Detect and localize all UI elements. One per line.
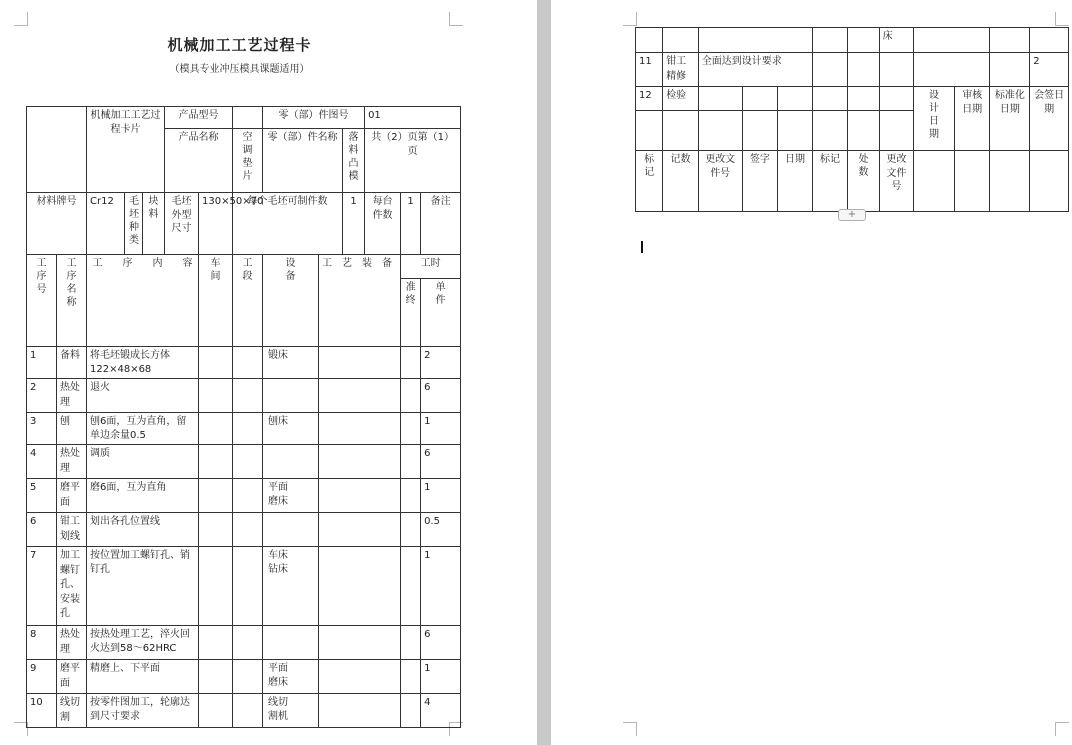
op-section[interactable] — [233, 660, 263, 694]
op-no: 5 — [27, 479, 57, 513]
op-unit-time[interactable]: 4 — [421, 694, 461, 728]
process-card-table — [26, 106, 461, 728]
revision-change-doc-label: 更改文件号 — [698, 151, 742, 212]
op-content[interactable]: 划出各孔位置线 — [87, 513, 199, 547]
table-row — [27, 479, 461, 513]
blank-type-label: 毛坯种类 — [125, 193, 143, 255]
op-name: 热处理 — [57, 626, 87, 660]
op-content[interactable]: 退火 — [87, 379, 199, 413]
op-content[interactable]: 调质 — [87, 445, 199, 479]
op-section[interactable] — [233, 479, 263, 513]
op-name: 钳工精修 — [663, 53, 699, 87]
revision-date-label: 日期 — [778, 151, 813, 212]
header-row-1 — [27, 107, 461, 129]
op-tooling[interactable] — [319, 445, 401, 479]
col-equipment: 设备 — [263, 255, 319, 347]
op-no: 2 — [27, 379, 57, 413]
op-prep-final[interactable] — [401, 513, 421, 547]
op-tooling[interactable] — [319, 379, 401, 413]
op-equipment — [263, 379, 319, 413]
op-content[interactable]: 将毛坯锻成长方体122×48×68 — [87, 347, 199, 379]
op-no: 11 — [636, 53, 663, 87]
col-workshop: 车间 — [199, 255, 233, 347]
op-tooling[interactable] — [319, 479, 401, 513]
op-tooling[interactable] — [914, 28, 990, 53]
blank-cell[interactable] — [848, 111, 879, 151]
op-tooling[interactable] — [914, 53, 990, 87]
card-name: 机械加工工艺过程卡片 — [90, 110, 161, 135]
op-equipment[interactable] — [879, 53, 914, 87]
op-prep-final[interactable] — [401, 660, 421, 694]
op-section[interactable] — [233, 413, 263, 445]
table-row — [27, 660, 461, 694]
design-date-label: 设计日期 — [914, 87, 955, 151]
op-content[interactable] — [698, 87, 742, 111]
op-equipment: 床 — [879, 28, 914, 53]
blank-cell[interactable] — [812, 111, 848, 151]
op-no: 4 — [27, 445, 57, 479]
op-no: 12 — [636, 87, 663, 111]
card-name-cell — [87, 107, 165, 193]
op-unit-time[interactable]: 1 — [421, 660, 461, 694]
table-row — [27, 694, 461, 728]
op-tooling[interactable] — [319, 660, 401, 694]
revision-row — [636, 151, 1069, 212]
document-subtitle: （模具专业冲压模具课题适用） — [169, 64, 310, 75]
blank-cell[interactable] — [1030, 151, 1069, 212]
op-unit-time[interactable]: 1 — [421, 479, 461, 513]
op-workshop[interactable] — [199, 660, 233, 694]
op-name: 钳工划线 — [57, 513, 87, 547]
revision-count2-label: 处数 — [848, 151, 879, 212]
op-unit-time[interactable] — [1030, 28, 1069, 53]
op-tooling[interactable] — [319, 413, 401, 445]
op-equipment — [263, 626, 319, 660]
blank-cell[interactable] — [778, 111, 813, 151]
op-name: 磨平面 — [57, 660, 87, 694]
blank-type-value[interactable]: 块料 — [143, 193, 165, 255]
revision-signature-label: 签字 — [742, 151, 778, 212]
table-row — [27, 547, 461, 626]
col-op-name: 工序名称 — [57, 255, 87, 347]
op-name: 线切割 — [57, 694, 87, 728]
op-tooling[interactable] — [319, 547, 401, 626]
op-name: 磨平面 — [57, 479, 87, 513]
blank-cell[interactable] — [879, 111, 914, 151]
op-unit-time[interactable]: 2 — [421, 347, 461, 379]
op-no: 7 — [27, 547, 57, 626]
op-section[interactable] — [233, 626, 263, 660]
table-row — [636, 53, 1069, 87]
op-prep-final[interactable] — [401, 445, 421, 479]
part-name-label: 零（部）件名称 — [263, 129, 343, 193]
blank-cell[interactable] — [914, 151, 955, 212]
op-content[interactable]: 精磨上、下平面 — [87, 660, 199, 694]
crop-mark — [14, 12, 28, 26]
op-equipment — [263, 513, 319, 547]
revision-count-label: 记数 — [663, 151, 699, 212]
op-name: 备料 — [57, 347, 87, 379]
op-content[interactable]: 按热处理工艺，淬火回火达到58～62HRC — [87, 626, 199, 660]
op-workshop[interactable] — [199, 347, 233, 379]
op-section[interactable] — [233, 547, 263, 626]
op-workshop[interactable] — [199, 513, 233, 547]
table-row — [27, 347, 461, 379]
blank-cell[interactable] — [663, 111, 699, 151]
standard-date-label: 标准化日期 — [990, 87, 1030, 151]
table-row — [636, 28, 1069, 53]
op-tooling[interactable] — [319, 347, 401, 379]
op-no: 8 — [27, 626, 57, 660]
op-name: 加工螺钉孔、安装孔 — [57, 547, 87, 626]
op-unit-time[interactable]: 2 — [1030, 53, 1069, 87]
op-tooling[interactable] — [319, 513, 401, 547]
op-section[interactable] — [848, 28, 879, 53]
col-section: 工段 — [233, 255, 263, 347]
op-workshop[interactable] — [199, 479, 233, 513]
op-workshop[interactable] — [199, 547, 233, 626]
text-cursor — [641, 241, 643, 253]
column-header-row-1 — [27, 255, 461, 279]
op-equipment: 平面磨床 — [263, 479, 319, 513]
document-title: 机械加工工艺过程卡 — [167, 36, 312, 54]
op-unit-time[interactable]: 1 — [421, 547, 461, 626]
pieces-per-blank-label: 每个毛坯可制件数 — [233, 193, 343, 255]
op-name: 热处理 — [57, 445, 87, 479]
op-workshop[interactable] — [812, 53, 848, 87]
product-model-value[interactable] — [233, 107, 263, 129]
op-workshop[interactable] — [742, 87, 778, 111]
op-content[interactable] — [698, 28, 812, 53]
op-prep-final[interactable] — [990, 28, 1030, 53]
crop-mark — [623, 722, 637, 736]
part-name-value[interactable]: 落料凸模 — [343, 129, 365, 193]
op-section[interactable] — [233, 513, 263, 547]
col-prep-final: 准终 — [401, 279, 421, 347]
countersign-date-label: 会签日期 — [1030, 87, 1069, 151]
op-prep-final[interactable] — [401, 413, 421, 445]
op-section[interactable] — [233, 379, 263, 413]
part-drawing-no-label: 零（部）件图号 — [263, 107, 365, 129]
op-equipment: 锻床 — [263, 347, 319, 379]
op-prep-final[interactable] — [401, 547, 421, 626]
op-section[interactable] — [233, 445, 263, 479]
op-unit-time[interactable]: 0.5 — [421, 513, 461, 547]
op-equipment — [263, 445, 319, 479]
pieces-per-unit-value[interactable]: 1 — [401, 193, 421, 255]
product-name-label: 产品名称 — [165, 129, 233, 193]
op-section[interactable] — [848, 53, 879, 87]
table-row — [636, 87, 1069, 111]
table-row — [27, 513, 461, 547]
op-section[interactable] — [233, 694, 263, 728]
col-seq-no: 工序号 — [27, 255, 57, 347]
blank-cell[interactable] — [954, 151, 990, 212]
logo-cell — [27, 107, 87, 193]
revision-mark2-label: 标记 — [812, 151, 848, 212]
blank-cell[interactable] — [879, 87, 914, 111]
op-tooling[interactable] — [319, 694, 401, 728]
op-no — [636, 28, 663, 53]
op-no: 10 — [27, 694, 57, 728]
page-gutter — [537, 0, 551, 745]
product-name-value[interactable]: 空调垫片 — [233, 129, 263, 193]
op-content[interactable]: 刨6面，互为直角，留单边余量0.5 — [87, 413, 199, 445]
op-workshop[interactable] — [812, 28, 848, 53]
op-prep-final[interactable] — [401, 379, 421, 413]
op-no: 9 — [27, 660, 57, 694]
op-equipment: 平面磨床 — [263, 660, 319, 694]
pieces-per-unit-label: 每台件数 — [365, 193, 401, 255]
op-content[interactable]: 磨6面，互为直角 — [87, 479, 199, 513]
blank-cell[interactable] — [636, 111, 663, 151]
op-prep-final[interactable] — [401, 626, 421, 660]
col-tooling: 工 艺 装 备 — [319, 255, 401, 347]
op-name: 检验 — [663, 87, 699, 111]
op-prep-final[interactable] — [401, 347, 421, 379]
op-unit-time[interactable]: 6 — [421, 445, 461, 479]
op-section[interactable] — [233, 347, 263, 379]
op-workshop[interactable] — [199, 379, 233, 413]
page-info: 共（2）页第（1）页 — [365, 129, 461, 193]
col-work-hours: 工时 — [401, 255, 461, 279]
crop-mark — [623, 12, 637, 26]
op-workshop[interactable] — [199, 626, 233, 660]
op-workshop[interactable] — [199, 445, 233, 479]
op-name — [663, 28, 699, 53]
material-label: 材料牌号 — [27, 193, 87, 255]
table-row — [27, 379, 461, 413]
revision-change-doc2-label: 更改文件号 — [879, 151, 914, 212]
op-prep-final[interactable] — [401, 479, 421, 513]
blank-cell[interactable] — [742, 111, 778, 151]
op-no: 1 — [27, 347, 57, 379]
op-content[interactable]: 全面达到设计要求 — [698, 53, 812, 87]
crop-mark — [1055, 12, 1069, 26]
crop-mark — [1055, 722, 1069, 736]
blank-cell[interactable] — [990, 151, 1030, 212]
col-unit: 单件 — [421, 279, 461, 347]
op-no: 6 — [27, 513, 57, 547]
revision-mark-label: 标记 — [636, 151, 663, 212]
op-workshop[interactable] — [199, 694, 233, 728]
part-drawing-no-value[interactable]: 01 — [365, 107, 461, 129]
remarks-label: 备注 — [421, 193, 461, 255]
op-prep-final[interactable] — [401, 694, 421, 728]
op-prep-final[interactable] — [990, 53, 1030, 87]
op-equipment: 刨床 — [263, 413, 319, 445]
op-workshop[interactable] — [199, 413, 233, 445]
header-row-3 — [27, 193, 461, 255]
table-row — [27, 626, 461, 660]
op-no: 3 — [27, 413, 57, 445]
op-tooling[interactable] — [319, 626, 401, 660]
product-model-label: 产品型号 — [165, 107, 233, 129]
op-unit-time[interactable]: 6 — [421, 626, 461, 660]
op-content[interactable]: 按位置加工螺钉孔、销钉孔 — [87, 547, 199, 626]
op-name: 热处理 — [57, 379, 87, 413]
blank-size-label: 毛坯外型尺寸 — [165, 193, 199, 255]
op-content[interactable]: 按零件图加工，轮廓达到尺寸要求 — [87, 694, 199, 728]
blank-cell[interactable] — [848, 87, 879, 111]
op-equipment: 线切割机 — [263, 694, 319, 728]
blank-cell[interactable] — [698, 111, 742, 151]
op-name: 刨 — [57, 413, 87, 445]
material-value[interactable]: Cr12 — [87, 193, 125, 255]
pieces-per-blank-value[interactable]: 1 — [343, 193, 365, 255]
review-date-label: 审核日期 — [954, 87, 990, 151]
col-content: 工 序 内 容 — [87, 255, 199, 347]
crop-mark — [449, 12, 463, 26]
op-equipment: 车床钻床 — [263, 547, 319, 626]
op-equipment[interactable] — [812, 87, 848, 111]
table-row — [27, 413, 461, 445]
table-row — [27, 445, 461, 479]
op-unit-time[interactable]: 1 — [421, 413, 461, 445]
blank-size-value[interactable]: 130×50×70 — [199, 193, 233, 255]
process-card-continuation-table — [635, 27, 1069, 212]
op-unit-time[interactable]: 6 — [421, 379, 461, 413]
add-row-button[interactable]: + — [838, 209, 866, 221]
op-section[interactable] — [778, 87, 813, 111]
